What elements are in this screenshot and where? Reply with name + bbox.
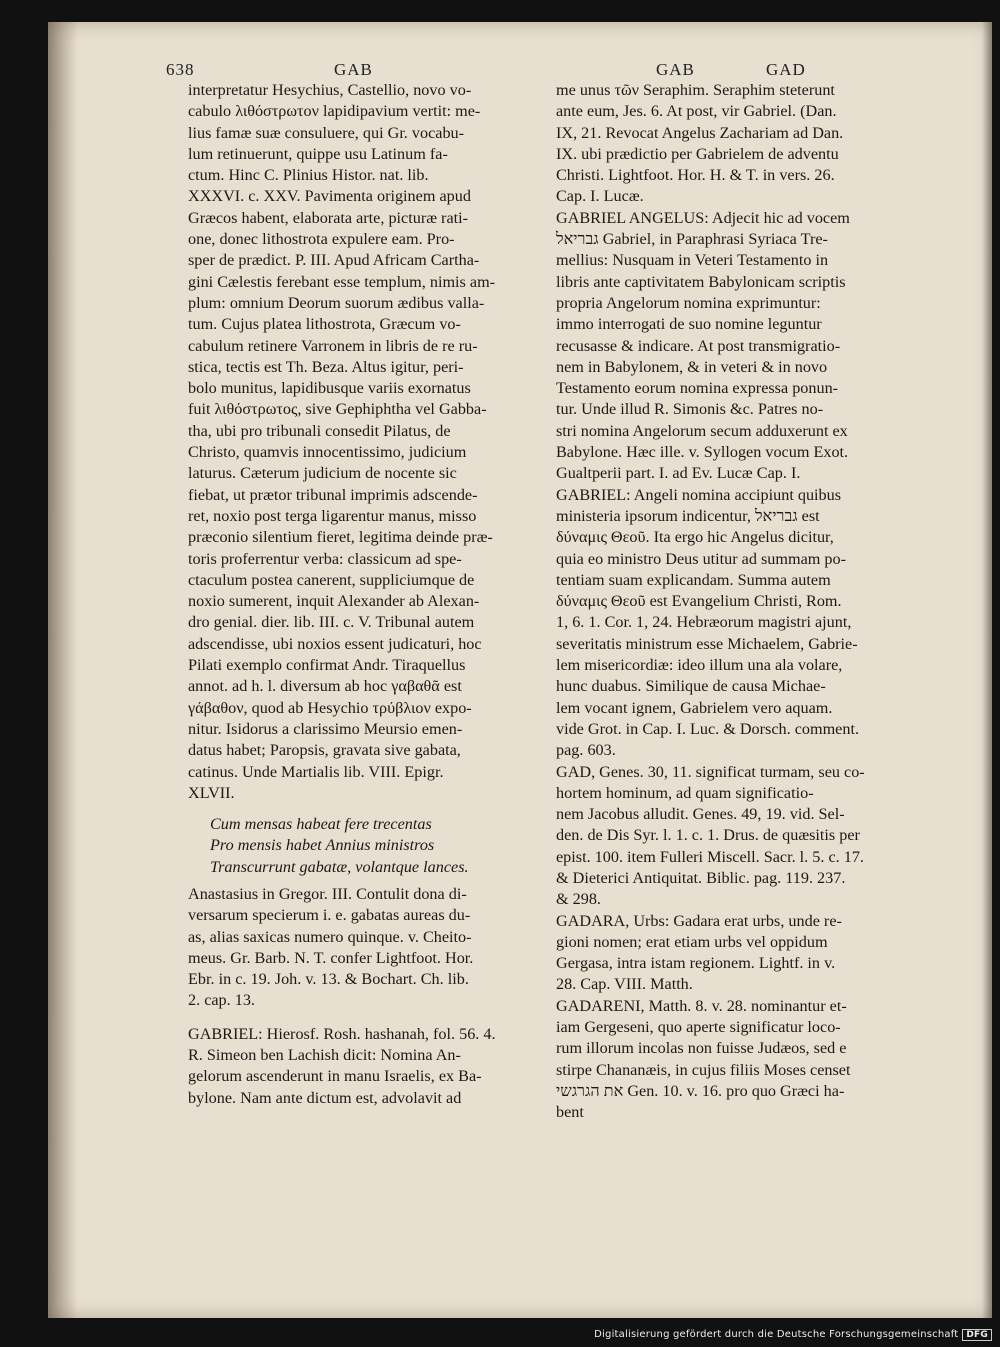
running-head-right-2: GAD xyxy=(766,60,806,79)
text-line: δύναμις Θεοῦ est Evangelium Christi, Rom. xyxy=(556,592,842,611)
text-line: Gergasa, intra istam regionem. Lightf. in v. xyxy=(556,954,836,973)
text-line: lem vocant ignem, Gabrielem vero aquam. xyxy=(556,698,833,717)
text-line: Gualtperii part. I. ad Ev. Lucæ Cap. I. xyxy=(556,464,801,483)
running-head-left: GAB xyxy=(334,60,373,79)
text-line: lem misericordiæ: ideo illum una ala volare, xyxy=(556,656,843,675)
text-line: immo interrogati de suo nomine leguntur xyxy=(556,315,822,334)
text-line: epist. 100. item Fulleri Miscell. Sacr. l. 5. c. 17. xyxy=(556,847,864,866)
text-line: fiebat, ut prætor tribunal imprimis adscende- xyxy=(188,485,478,504)
text-line: GABRIEL: Hierosf. Rosh. hashanah, fol. 56. 4. xyxy=(188,1024,496,1043)
text-line: vide Grot. in Cap. I. Luc. & Dorsch. comment. xyxy=(556,719,860,738)
text-line: severitatis ministrum esse Michaelem, Gabrie- xyxy=(556,634,858,653)
text-line: XXXVI. c. XXV. Pavimenta originem apud xyxy=(188,187,471,206)
text-line: GAD, Genes. 30, 11. significat turmam, seu co- xyxy=(556,762,865,781)
text-line: Babylone. Hæc ille. v. Syllogen vocum Exot. xyxy=(556,443,849,462)
text-line: plum: omnium Deorum suorum ædibus valla- xyxy=(188,293,485,312)
text-line: hortem hominum, ad quam significatio- xyxy=(556,783,814,802)
text-line: 2. cap. 13. xyxy=(188,991,255,1010)
text-line: noxio sumerent, inquit Alexander ab Alexan- xyxy=(188,592,480,611)
text-line: גבריאל Gabriel, in Paraphrasi Syriaca Tre- xyxy=(556,230,828,249)
text-line: iam Gergeseni, quo aperte significatur loco- xyxy=(556,1018,841,1037)
text-line: propria Angelorum nomina exprimuntur: xyxy=(556,293,821,312)
text-line: præconio silentium fieret, legitima deinde præ- xyxy=(188,528,493,547)
text-line: fuit λιθόστρωτος, sive Gephiphtha vel Gabba- xyxy=(188,400,487,419)
text-line: hunc duabus. Similique de causa Michae- xyxy=(556,677,826,696)
text-line: recusasse & indicare. At post transmigratio- xyxy=(556,336,841,355)
text-line: bolo munitus, lapidibusque variis exornatus xyxy=(188,379,471,398)
page-number: 638 xyxy=(166,60,195,79)
text-line: gioni nomen; erat etiam urbs vel oppidum xyxy=(556,932,828,951)
text-line: 1, 6. 1. Cor. 1, 24. Hebræorum magistri ajunt, xyxy=(556,613,852,632)
text-line: Transcurrunt gabatæ, volantque lances. xyxy=(210,857,469,876)
text-line: bylone. Nam ante dictum est, advolavit ad xyxy=(188,1088,462,1107)
text-line: nitur. Isidorus a clarissimo Meursio emen- xyxy=(188,719,463,738)
text-line: meus. Gr. Barb. N. T. confer Lightfoot. Hor. xyxy=(188,948,474,967)
text-line: mellius: Nusquam in Veteri Testamento in xyxy=(556,251,829,270)
right-column xyxy=(556,80,934,1124)
text-line: cabulo λιθόστρωτον lapidipavium vertit: me- xyxy=(188,102,481,121)
text-line: GABRIEL: Angeli nomina accipiunt quibus xyxy=(556,485,842,504)
stamp-text: Digitalisierung gefördert durch die Deutsche Forschungsgemeinschaft xyxy=(594,1329,959,1340)
text-line: tum. Cujus platea lithostrota, Græcum vo- xyxy=(188,315,461,334)
scanned-page xyxy=(48,22,992,1318)
text-line: Ebr. in c. 19. Joh. v. 13. & Bochart. Ch. lib. xyxy=(188,970,469,989)
text-line: tentiam suam explicandam. Summa autem xyxy=(556,570,831,589)
text-line: adscendisse, ubi noxios essent judicaturi, hoc xyxy=(188,634,482,653)
text-line: Christi. Lightfoot. Hor. H. & T. in vers. 26. xyxy=(556,166,835,185)
text-line: Græcos habent, elaborata arte, picturæ rati- xyxy=(188,208,469,227)
text-line: & 298. xyxy=(556,890,601,909)
text-line: GABRIEL ANGELUS: Adjecit hic ad vocem xyxy=(556,208,850,227)
text-line: nem Jacobus alludit. Genes. 49, 19. vid. Sel- xyxy=(556,805,845,824)
text-line: datus habet; Paropsis, gravata sive gabata, xyxy=(188,741,461,760)
text-line: GADARENI, Matth. 8. v. 28. nominantur et- xyxy=(556,996,847,1015)
text-line: stri nomina Angelorum secum adduxerunt ex xyxy=(556,421,848,440)
text-line: tur. Unde illud R. Simonis &c. Patres no- xyxy=(556,400,824,419)
text-line: Pro mensis habet Annius ministros xyxy=(210,836,435,855)
text-line: ctum. Hinc C. Plinius Histor. nat. lib. xyxy=(188,166,429,185)
text-line: ret, noxio post terga ligarentur manus, misso xyxy=(188,506,477,525)
text-line: stica, tectis est Th. Beza. Altus igitur, peri- xyxy=(188,357,464,376)
text-line: laturus. Cæterum judicium de nocente sic xyxy=(188,464,457,483)
text-line: GADARA, Urbs: Gadara erat urbs, unde re- xyxy=(556,911,842,930)
text-line: Anastasius in Gregor. III. Contulit dona di- xyxy=(188,884,467,903)
text-line: δύναμις Θεοῦ. Ita ergo hic Angelus dicitur, xyxy=(556,528,834,547)
text-line: IX, 21. Revocat Angelus Zachariam ad Dan. xyxy=(556,123,844,142)
text-line: bent xyxy=(556,1103,584,1122)
text-line: den. de Dis Syr. l. 1. c. 1. Drus. de quæsitis per xyxy=(556,826,860,845)
text-line: XLVII. xyxy=(188,783,235,802)
digitization-stamp xyxy=(594,1329,992,1341)
text-line: interpretatur Hesychius, Castellio, novo vo- xyxy=(188,81,472,99)
text-line: ctaculum postea canerent, suppliciumque de xyxy=(188,570,475,589)
text-line: lius famæ suæ consuluere, qui Gr. vocabu- xyxy=(188,123,465,142)
text-line: cabulum retinere Varronem in libris de re ru- xyxy=(188,336,478,355)
text-line: toris proferrentur verba: classicum ad spe- xyxy=(188,549,462,568)
running-head-right-1: GAB xyxy=(656,60,695,79)
text-line: γάβαθον, quod ab Hesychio τρύβλιον expo- xyxy=(188,698,472,717)
text-line: gelorum ascenderunt in manu Israelis, ex Ba- xyxy=(188,1067,482,1086)
page-edge-shadow xyxy=(982,22,992,1318)
text-line: quia eo ministro Deus utitur ad summam po- xyxy=(556,549,846,568)
text-line: tha, ubi pro tribunali consedit Pilatus, de xyxy=(188,421,451,440)
text-line: versarum specierum i. e. gabatas aureas du- xyxy=(188,906,471,925)
text-line: me unus τῶν Seraphim. Seraphim steterunt xyxy=(556,81,835,99)
text-line: stirpe Chananæis, in cujus filiis Moses censet xyxy=(556,1060,851,1079)
text-line: catinus. Unde Martialis lib. VIII. Epigr. xyxy=(188,762,444,781)
text-line: R. Simeon ben Lachish dicit: Nomina An- xyxy=(188,1046,461,1065)
text-line: את הגרגשי Gen. 10. v. 16. pro quo Græci ha- xyxy=(556,1081,845,1100)
text-line: & Dieterici Antiquitat. Biblic. pag. 119. 237. xyxy=(556,868,846,887)
text-line: sper de prædict. P. III. Apud Africam Cartha- xyxy=(188,251,480,270)
text-line: rum illorum incolas non fuisse Judæos, sed e xyxy=(556,1039,847,1058)
text-line: Christo, quamvis innocentissimo, judicium xyxy=(188,443,467,462)
left-column xyxy=(188,80,534,1109)
text-line: IX. ubi prædictio per Gabrielem de adventu xyxy=(556,144,839,163)
text-line: libris ante captivitatem Babylonicam scriptis xyxy=(556,272,846,291)
text-line: one, donec lithostrota expulere eam. Pro- xyxy=(188,230,455,249)
text-line: Pilati exemplo confirmat Andr. Tiraquellus xyxy=(188,656,466,675)
text-line: pag. 603. xyxy=(556,741,616,760)
text-line: nem in Babylonem, & in veteri & in novo xyxy=(556,357,828,376)
dfg-logo: DFG xyxy=(962,1329,992,1341)
text-line: annot. ad h. l. diversum ab hoc γαβαθᾶ est xyxy=(188,677,462,696)
text-line: ministeria ipsorum indicentur, גבריאל est xyxy=(556,506,820,525)
text-line: Cum mensas habeat fere trecentas xyxy=(210,815,432,834)
text-line: Testamento eorum nomina expressa ponun- xyxy=(556,379,839,398)
text-line: lum retinuerunt, quippe usu Latinum fa- xyxy=(188,144,448,163)
text-line: Cap. I. Lucæ. xyxy=(556,187,644,206)
text-line: as, alias saxicas numero quinque. v. Cheito- xyxy=(188,927,472,946)
page-gutter-shadow xyxy=(48,22,78,1318)
text-line: ante eum, Jes. 6. At post, vir Gabriel. (Dan. xyxy=(556,102,837,121)
text-line: 28. Cap. VIII. Matth. xyxy=(556,975,693,994)
text-line: dro genial. dier. lib. III. c. V. Tribunal autem xyxy=(188,613,475,632)
text-line: gini Cælestis ferebant esse templum, nimis am- xyxy=(188,272,496,291)
